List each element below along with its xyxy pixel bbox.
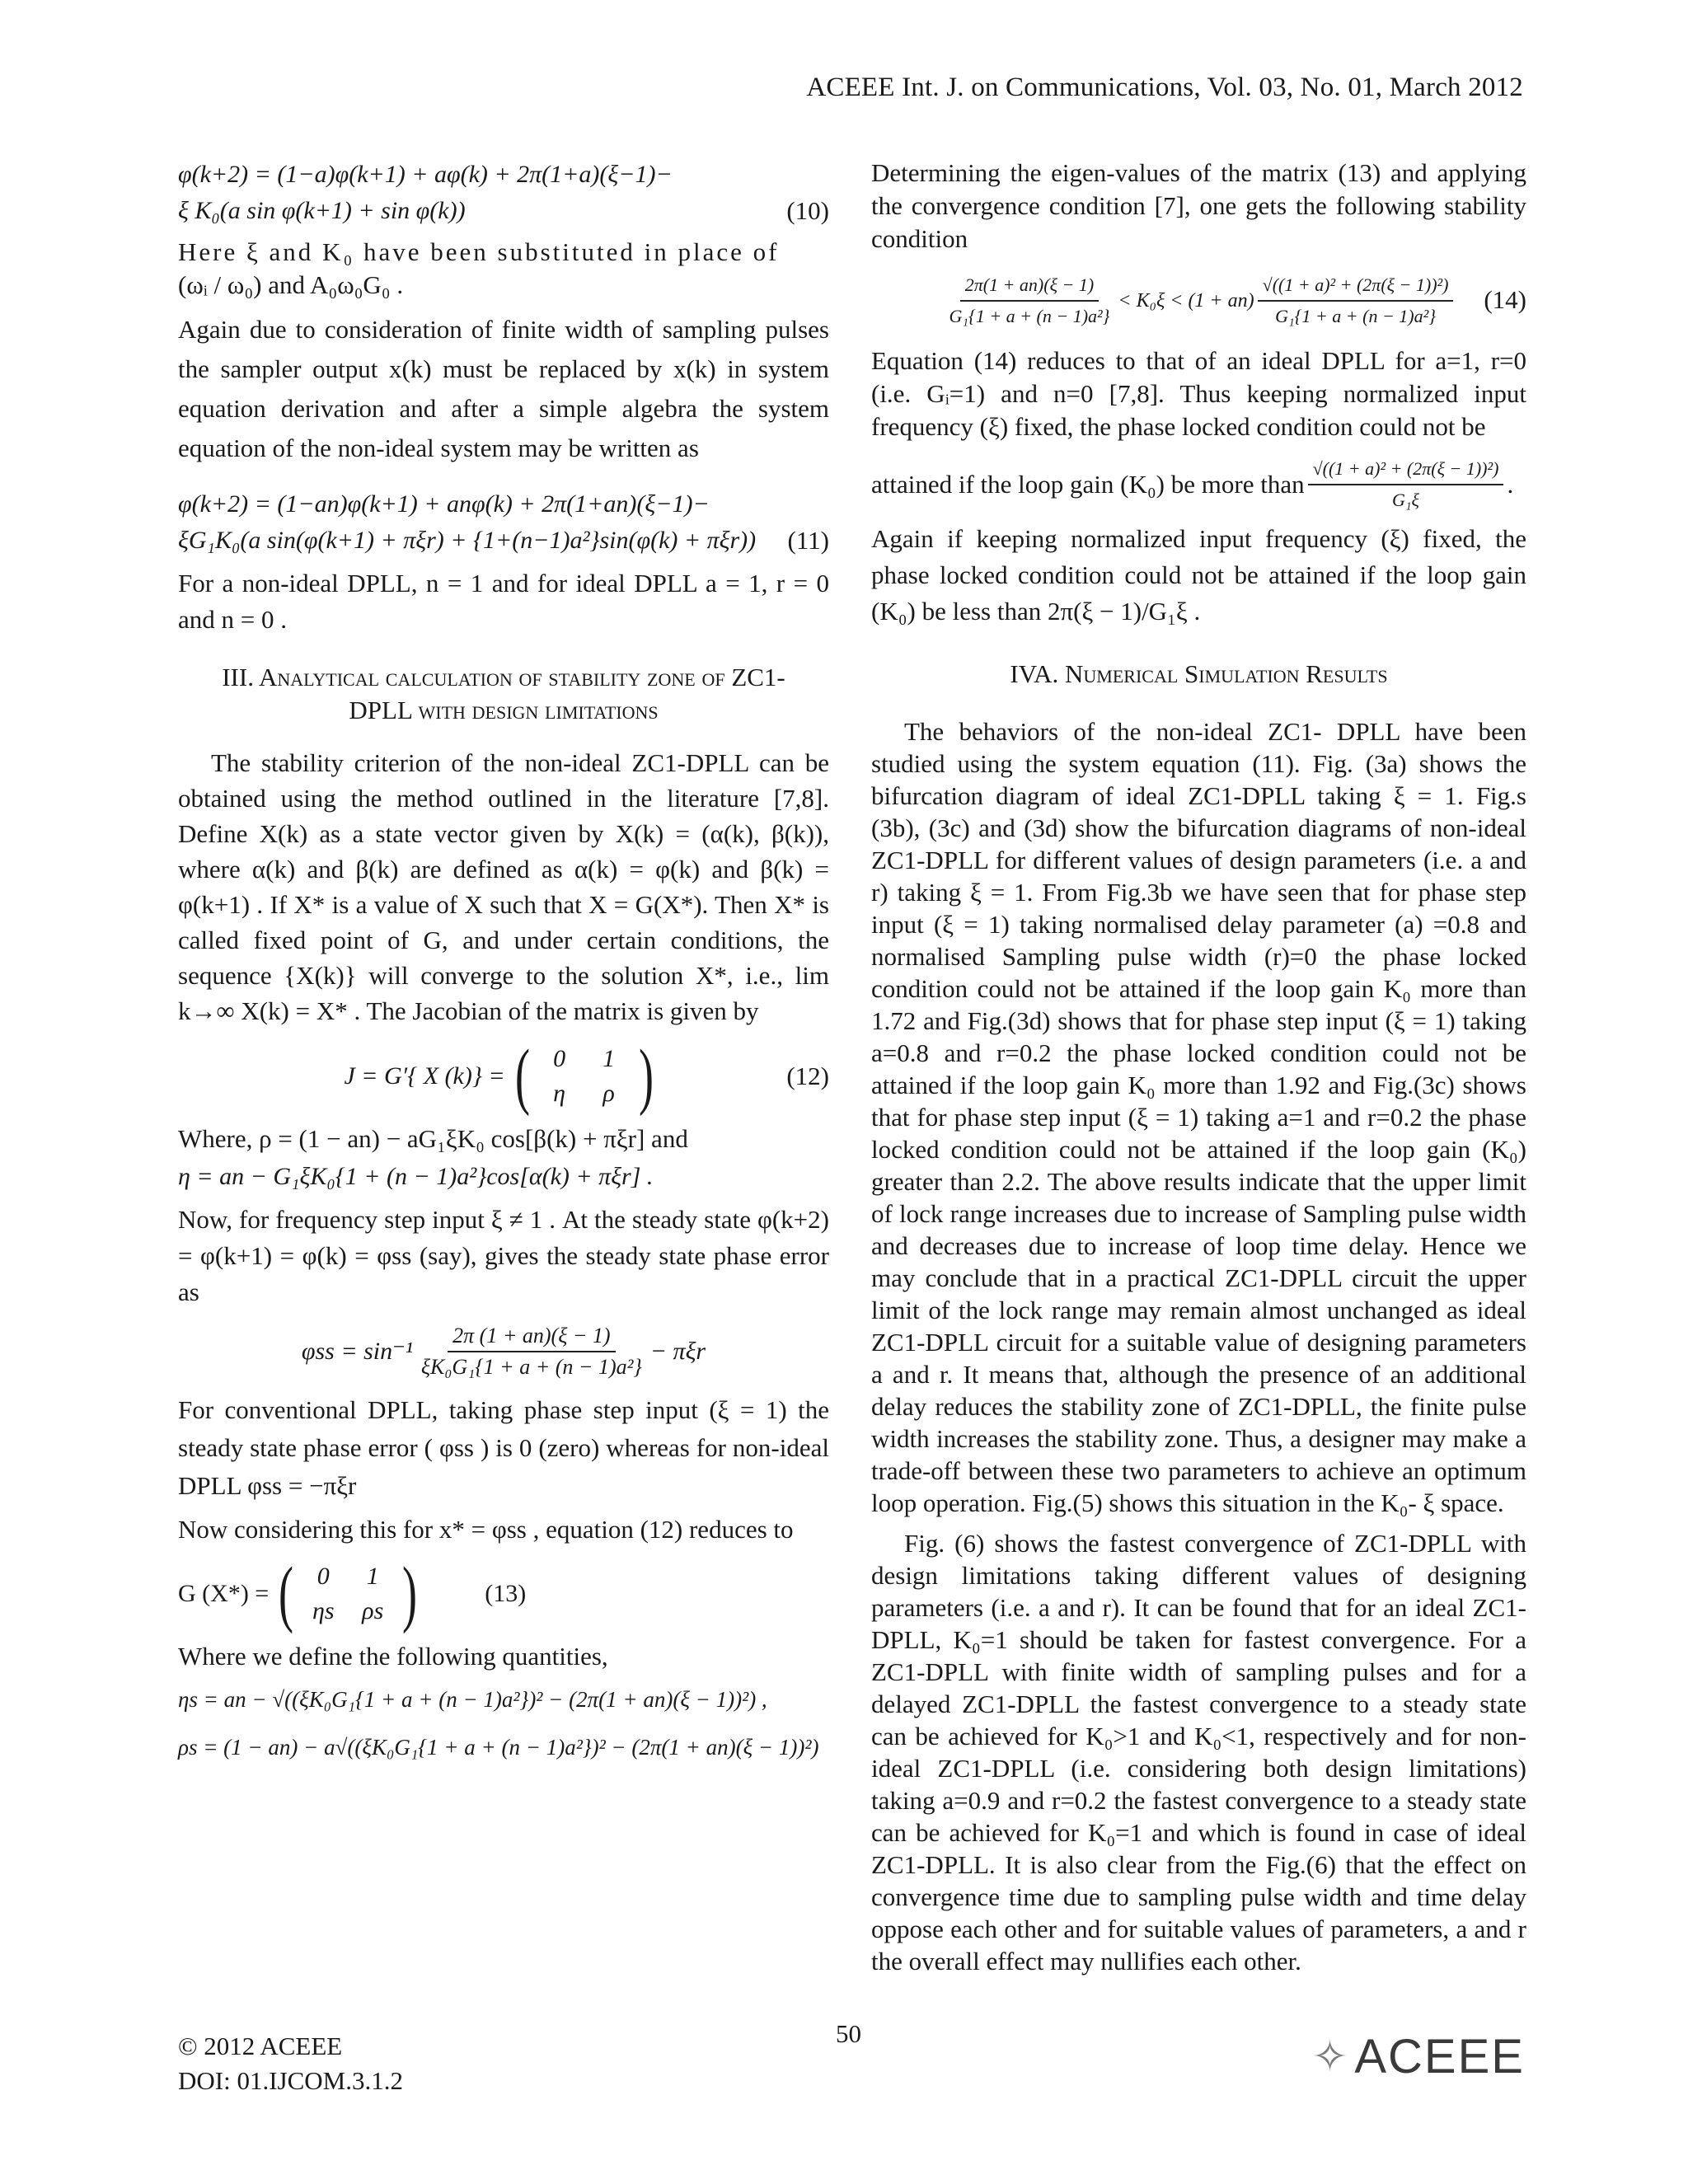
- definition-rho-s: ρs = (1 − an) − a√((ξK₀G₁{1 + a + (n − 1)a²})² − (2π(1 + an)(ξ − 1))²): [178, 1735, 819, 1760]
- attained-text: attained if the loop gain (K₀) be more than: [871, 470, 1305, 499]
- star-icon: ✧: [1311, 2032, 1350, 2081]
- eq14-left-numerator: 2π(1 + an)(ξ − 1): [960, 272, 1099, 302]
- paragraph-steady-state: Now, for frequency step input ξ ≠ 1 . At the steady state φ(k+2) = φ(k+1) = φ(k) = φss (say), gives the steady state phase error as: [178, 1205, 829, 1306]
- attained-fraction: [1308, 456, 1504, 513]
- paragraph-conventional-dpll: For conventional DPLL, taking phase step input (ξ = 1) the steady state phase error ( φss ) is 0 (zero) whereas for non-ideal DPLL φss = −πξr: [178, 1395, 829, 1500]
- matrix-cell: 0: [553, 1045, 566, 1072]
- matrix-cell: ηs: [312, 1597, 335, 1624]
- section-4a-title: IVA. Numerical Simulation Results: [1010, 659, 1388, 688]
- eq14-left-denominator: G₁{1 + a + (n − 1)a²}: [949, 306, 1110, 326]
- paragraph-reduces-ideal: Equation (14) reduces to that of an ideal DPLL for a=1, r=0 (i.e. Gᵢ=1) and n=0 [7,8]. Thus keeping normalized input frequency (ξ) fixed, the phase locked condition could not be: [871, 346, 1526, 441]
- attained-denominator: G₁ξ: [1392, 490, 1419, 510]
- equation-10-expr: ξ K₀(a sin φ(k+1) + sin φ(k)): [178, 197, 466, 224]
- equation-10-line-2: [178, 193, 829, 229]
- equation-10-line-1: φ(k+2) = (1−a)φ(k+1) + aφ(k) + 2π(1+a)(ξ−1)−: [178, 161, 673, 188]
- footer-left: [178, 2029, 403, 2098]
- eq14-right-denominator: G₁{1 + a + (n − 1)a²}: [1275, 306, 1437, 326]
- matrix-cell: ρ: [603, 1080, 615, 1107]
- equation-12-number: (12): [786, 1062, 829, 1090]
- equation-12: [178, 1037, 829, 1116]
- phi-ss-fraction: [416, 1323, 647, 1380]
- paragraph-reduces: Now considering this for x* = φss , equation (12) reduces to: [178, 1515, 794, 1544]
- paragraph-quantities: Where we define the following quantities,: [178, 1642, 608, 1671]
- equation-13-number: (13): [485, 1580, 527, 1607]
- paragraph-substitution-cont: (ωᵢ / ω₀) and A₀ω₀G₀ .: [178, 270, 404, 299]
- fixed-point-matrix: [274, 1553, 422, 1634]
- paragraph-simulation-results: The behaviors of the non-ideal ZC1- DPLL have been studied using the system equation (11). Fig. (3a) shows the bifurcation diagram of ideal ZC1-DPLL taking ξ = 1. Fig.s (3b), (3c) and (3d) show the bifurcation diagrams of non-ideal ZC1-DPLL for different values of design parameters (i.e. a and r) taking ξ = 1. From Fig.3b we have seen that for phase step input (ξ = 1) taking normalised delay parameter (a) =0.8 and normalised Sampling pulse width (r)=0 the phase locked condition could not be attained if the loop gain K₀ more than 1.72 and Fig.(3d) shows that for phase step input (ξ = 1) taking a=0.8 and r=0.2 the phase locked condition could not be attained if the loop gain K₀ more than 1.92 and Fig.(3c) shows that for phase step input (ξ = 1) taking a=1 and r=0.2 the phase locked condition could not be attained if the loop gain (K₀) greater than 2.2. The above results indicate that the upper limit of lock range increases due to increase of Sampling pulse width and decreases due to increase of loop time delay. Hence we may conclude that in a practical ZC1-DPLL circuit the upper limit of the lock range may remain almost unchanged as ideal ZC1-DPLL circuit for a suitable value of designing parameters a and r. It means that, although the presence of an additional delay reduces the stability zone of ZC1-DPLL, the finite pulse width increases the stability zone. Thus, a designer may make a trade-off between these two parameters to achieve an optimum loop operation. Fig.(5) shows this situation in the K₀- ξ space.: [871, 717, 1526, 1517]
- equation-11-expr: ξG₁K₀(a sin(φ(k+1) + πξr) + {1+(n−1)a²}sin(φ(k) + πξr)): [178, 527, 757, 554]
- logo-text: ACEEE: [1354, 2030, 1525, 2083]
- equation-14: [871, 264, 1526, 338]
- jacobian-matrix: [510, 1035, 659, 1117]
- left-column: [178, 157, 829, 1765]
- definition-eta-s: ηs = an − √((ξK₀G₁{1 + a + (n − 1)a²})² − (2π(1 + an)(ξ − 1))²) ,: [178, 1687, 767, 1712]
- matrix-cell: 0: [316, 1563, 330, 1590]
- equation-10-number: (10): [786, 196, 829, 225]
- section-3-title-line-1: III. Analytical calculation of stability zone of ZC1-: [222, 663, 785, 691]
- paragraph-stability-criterion: The stability criterion of the non-ideal ZC1-DPLL can be obtained using the method outlined in the literature [7,8]. Define X(k) as a state vector given by X(k) = (α(k), β(k)), where α(k) and β(k) are defined as α(k) = φ(k) and β(k) = φ(k+1) . If X* is a value of X such that X = G(X*). Then X* is called fixed point of G, and under certain conditions, the sequence {X(k)} will converge to the solution X*, i.e., lim k→∞ X(k) = X* . The Jacobian of the matrix is given by: [178, 748, 829, 1025]
- eq14-middle: < K₀ξ < (1 + an): [1118, 290, 1254, 312]
- phi-ss-tail: − πξr: [649, 1338, 706, 1365]
- paragraph-fastest-convergence: Fig. (6) shows the fastest convergence of ZC1-DPLL with design limitations taking different values of designing parameters (i.e. a and r). It can be found that for an ideal ZC1-DPLL, K₀=1 should be taken for fastest convergence. For a ZC1-DPLL with finite width of sampling pulses and for a delayed ZC1-DPLL the fastest convergence to a steady state can be achieved for K₀>1 and K₀<1, respectively and for non-ideal ZC1-DPLL (i.e. considering both design limitations) taking a=0.9 and r=0.2 the fastest convergence to a steady state can be achieved for K₀=1 and which is found in case of ideal ZC1-DPLL. It is also clear from the Fig.(6) that the effect on convergence time due to sampling pulse width and time delay oppose each other and for suitable values of parameters, a and r the overall effect may nullifies each other.: [871, 1529, 1526, 1975]
- eq14-right-numerator: √((1 + a)² + (2π(ξ − 1))²): [1258, 272, 1454, 302]
- equation-13: [178, 1554, 829, 1633]
- definition-eta: η = an − G₁ξK₀{1 + (n − 1)a²}cos[α(k) + πξr] .: [178, 1163, 654, 1190]
- definition-rho: Where, ρ = (1 − an) − aG₁ξK₀ cos[β(k) + πξr] and: [178, 1124, 688, 1153]
- matrix-cell: ρs: [362, 1597, 384, 1624]
- matrix-cells: [535, 1043, 634, 1109]
- paragraph-eigen-values: Determining the eigen-values of the matrix (13) and applying the convergence condition [7], one gets the following stability condition: [871, 158, 1526, 253]
- section-3-title: [178, 661, 829, 727]
- copyright: © 2012 ACEEE: [178, 2032, 343, 2060]
- section-3-title-line-2: DPLL with design limitations: [349, 696, 659, 724]
- paragraph-attained: attained if the loop gain (K₀) be more than $\frac{\text{√((1 + a)² + (2π(ξ − 1))²)}}{\text{G₁ξ}}$ .: [871, 452, 1526, 518]
- left-paren-icon: (: [279, 1553, 294, 1634]
- phi-ss-denominator: ξK₀G₁{1 + a + (n − 1)a²}: [420, 1355, 642, 1379]
- running-header: ACEEE Int. J. on Communications, Vol. 03, No. 01, March 2012: [806, 73, 1523, 102]
- eq14-left-fraction: [945, 272, 1115, 330]
- page-number: 50: [836, 2019, 861, 2048]
- equation-11-line-2: [178, 523, 829, 559]
- equation-11-number: (11): [787, 526, 829, 555]
- left-paren-icon: (: [514, 1035, 530, 1117]
- equation-14-number: (14): [1484, 285, 1526, 314]
- phi-ss-numerator: 2π (1 + an)(ξ − 1): [448, 1323, 615, 1352]
- paragraph-ideal-nonideal: For a non-ideal DPLL, n = 1 and for ideal DPLL a = 1, r = 0 and n = 0 .: [178, 569, 829, 634]
- right-paren-icon: ): [638, 1035, 654, 1117]
- matrix-cells: [298, 1561, 397, 1627]
- equation-steady-state-error: [178, 1319, 829, 1385]
- matrix-cell: 1: [366, 1563, 379, 1590]
- publisher-logo: [1312, 2029, 1525, 2084]
- equation-11-line-1: φ(k+2) = (1−an)φ(k+1) + anφ(k) + 2π(1+an)(ξ−1)−: [178, 490, 710, 518]
- matrix-cell: η: [553, 1080, 566, 1107]
- eq14-right-fraction: [1258, 272, 1454, 330]
- paragraph-substitution: Here ξ and K₀ have been substituted in place of: [178, 237, 780, 266]
- equation-13-lhs: G (X*) =: [178, 1580, 270, 1607]
- matrix-cell: 1: [603, 1045, 616, 1072]
- right-column: [871, 157, 1526, 1985]
- paragraph-loop-gain-less: Again if keeping normalized input frequency (ξ) fixed, the phase locked condition could not be attained if the loop gain (K₀) be less than 2π(ξ − 1)/G₁ξ .: [871, 524, 1526, 626]
- equation-12-lhs: J = G′{ X (k)} =: [344, 1062, 505, 1090]
- paragraph-sampler: Again due to consideration of finite width of sampling pulses the sampler output x(k) must be replaced by x(k) in system equation derivation and after a simple algebra the system equation of the non-ideal system may be written as: [178, 315, 829, 462]
- doi: DOI: 01.IJCOM.3.1.2: [178, 2066, 403, 2095]
- phi-ss-lhs: φss = sin⁻¹: [301, 1338, 413, 1365]
- attained-numerator: √((1 + a)² + (2π(ξ − 1))²): [1308, 456, 1504, 485]
- right-paren-icon: ): [402, 1553, 418, 1634]
